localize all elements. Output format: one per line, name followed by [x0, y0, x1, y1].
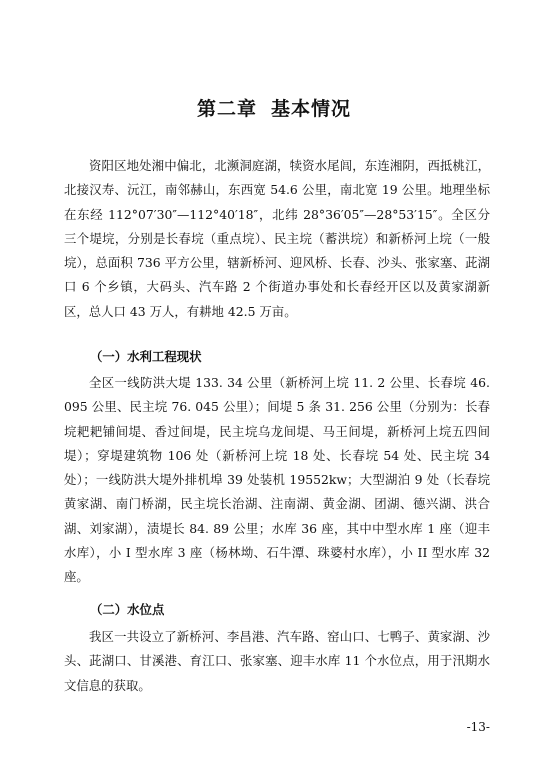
chapter-number: 第二章	[196, 98, 257, 120]
water-works-block	[64, 371, 490, 590]
water-points-paragraph: 我区一共设立了新桥河、李昌港、汽车路、窑山口、七鸭子、黄家湖、沙头、茈湖口、甘溪港、育江口、张家塞、迎丰水库 11 个水位点，用于汛期水文信息的获取。	[64, 629, 490, 693]
chapter-heading	[0, 94, 548, 121]
water-points-block	[64, 625, 490, 698]
intro-block	[64, 154, 490, 324]
water-works-paragraph: 全区一线防洪大堤 133. 34 公里（新桥河上垸 11. 2 公里、长春垸 46. 095 公里、民主垸 76. 045 公里）；间堤 5 条 31. 256 公里（分别为：长春垸耙耙铺间堤、香过间堤，民主垸乌龙间堤、马王间堤，新桥河上垸五四间堤）；穿堤建筑物 106 处（新桥河上垸 18 处、长春垸 54 处、民主垸 34 处）；一线防洪大堤外排机埠 39 处装机 19552kw；大型湖泊 9 处（长春垸黄家湖、南门桥湖，民主垸长治湖、注南湖、黄金湖、团湖、德兴湖、洪合湖、刘家湖），渍堤长 84. 89 公里；水库 36 座，其中中型水库 1 座（迎丰水库），小 I 型水库 3 座（杨林坳、石牛潭、珠婆村水库），小 II 型水库 32 座。	[64, 375, 490, 585]
intro-paragraph: 资阳区地处湘中偏北，北濒洞庭湖，犊资水尾闾，东连湘阴，西抵桃江，北接汉寿、沅江，南邻赫山，东西宽 54.6 公里，南北宽 19 公里。地理坐标在东经 112°07′30″—112°40′18″，北纬 28°36′05″—28°53′15″。全区分三个堤垸，分别是长春垸（重点垸）、民主垸（蓄洪垸）和新桥河上垸（一般垸），总面积 736 平方公里，辖新桥河、迎风桥、长春、沙头、张家塞、茈湖口 6 个乡镇，大码头、汽车路 2 个街道办事处和长春经开区以及黄家湖新区，总人口 43 万人，有耕地 42.5 万亩。	[64, 158, 490, 319]
chapter-title: 基本情况	[271, 98, 352, 120]
page-number: -13-	[466, 720, 490, 734]
section-heading-water-works: （一）水利工程现状	[90, 349, 202, 364]
section-heading-water-points: （二）水位点	[90, 602, 165, 617]
